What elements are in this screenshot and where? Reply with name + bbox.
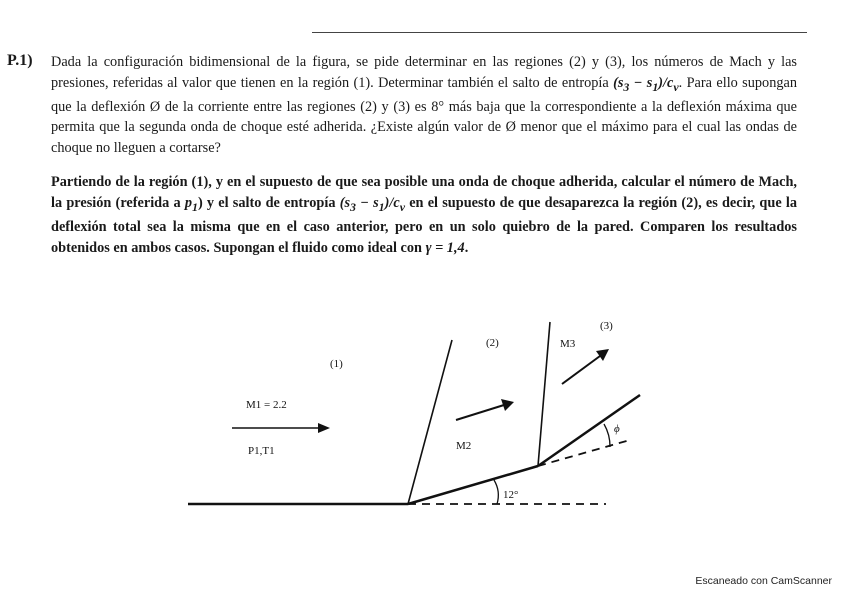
angle-arc-phi (604, 424, 610, 447)
scanner-watermark: Escaneado con CamScanner (695, 575, 832, 587)
region-1-label: (1) (330, 358, 343, 370)
mach-2-label: M2 (456, 440, 472, 452)
flow-arrow-region2 (456, 399, 514, 420)
region-2-label: (2) (486, 337, 499, 349)
wall-first-ramp (408, 466, 538, 504)
shock-wave-1 (408, 340, 452, 504)
phi-angle-label: ϕ (614, 423, 620, 435)
angle-12-label: 12° (503, 489, 519, 501)
reference-line-ramp (538, 440, 630, 466)
flow-arrow-region1 (232, 423, 330, 433)
flow-arrow-region3 (562, 349, 609, 384)
shock-wave-2 (538, 322, 550, 466)
region-3-label: (3) (600, 320, 613, 332)
angle-arc-12 (494, 480, 498, 504)
mach-1-label: M1 = 2.2 (246, 399, 287, 411)
mach-3-label: M3 (560, 338, 576, 350)
state-1-label: P1,T1 (248, 445, 275, 457)
problem-label: P.1) (7, 52, 33, 69)
paragraph-1: Dada la configuración bidimensional de la figura, se pide determinar en las regiones (2) y (3), los números de Mach y las presiones, referidas al valor que tienen en la región (1). Determinar también el salto de entropía $(s_3 - s_1)/c_v$. Para ello supongan que la deflexión Ø de la corriente entre las regiones (2) y (3) es 8° más baja que la correspondiente a la deflexión máxima que permita que la segunda onda de choque esté adherida. ¿Existe algún valor de Ø menor que el máximo para el cual las ondas de choque no lleguen a cortarse? (51, 54, 797, 156)
paragraph-2: Partiendo de la región (1), y en el supuesto de que sea posible una onda de choque adherida, calcular el número de Mach, la presión (referida a $p_1$) y el salto de entropía $(s_3 - s_1)/c_v$ en el supuesto de que desaparezca la región (2), es decir, que la deflexión total sea la misma que en el caso anterior, pero en un solo quiebro de la pared. Comparen los resultados obtenidos en ambos casos. Supongan el fluido como ideal con γ = 1,4. (51, 174, 797, 256)
wall-second-ramp (538, 395, 640, 466)
